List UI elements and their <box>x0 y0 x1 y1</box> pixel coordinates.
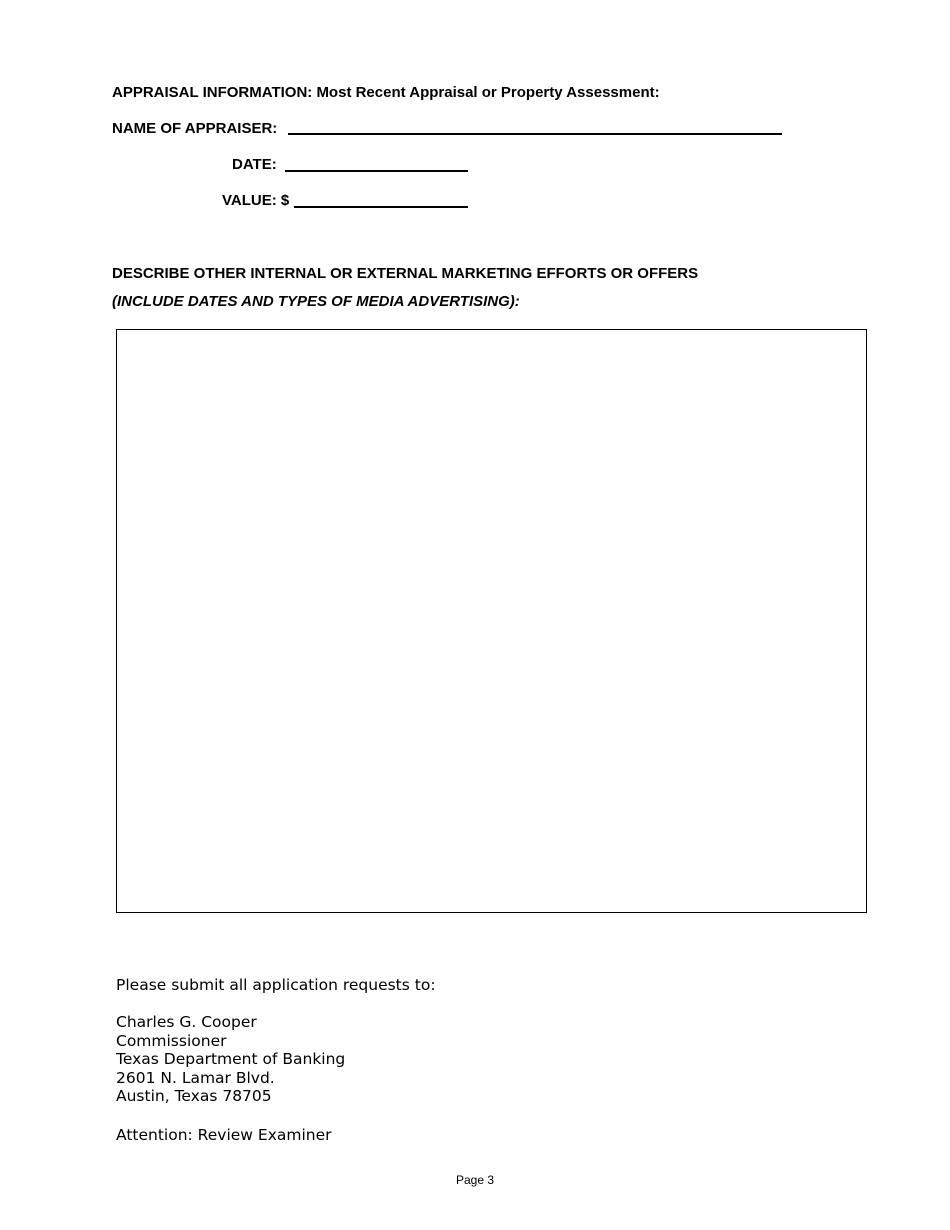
marketing-heading: DESCRIBE OTHER INTERNAL OR EXTERNAL MARKETING EFFORTS OR OFFERS <box>112 265 699 282</box>
address-line: Charles G. Cooper <box>116 1013 257 1031</box>
address-line: Texas Department of Banking <box>116 1050 346 1069</box>
appraisal-value-field[interactable] <box>294 206 468 208</box>
appraiser-name-label: NAME OF APPRAISER: <box>112 120 278 137</box>
address-line: Commissioner <box>116 1031 227 1050</box>
page-number: Page 3 <box>455 1173 495 1187</box>
address-line: 2601 N. Lamar Blvd. <box>116 1068 275 1087</box>
appraisal-heading: APPRAISAL INFORMATION: Most Recent Appraisal or Property Assessment: <box>112 84 660 101</box>
appraiser-name-field[interactable] <box>288 133 782 135</box>
appraisal-date-field[interactable] <box>285 170 468 172</box>
attention-line: Attention: Review Examiner <box>116 1126 332 1144</box>
marketing-subheading: (INCLUDE DATES AND TYPES OF MEDIA ADVERTISING): <box>112 293 520 310</box>
submit-intro: Please submit all application requests to: <box>116 976 436 994</box>
marketing-efforts-textarea[interactable] <box>116 329 867 913</box>
mailing-address <box>116 1013 345 1106</box>
address-line: Austin, Texas 78705 <box>116 1087 272 1106</box>
appraisal-value-label: VALUE: $ <box>222 192 290 209</box>
appraisal-date-label: DATE: <box>232 156 277 173</box>
